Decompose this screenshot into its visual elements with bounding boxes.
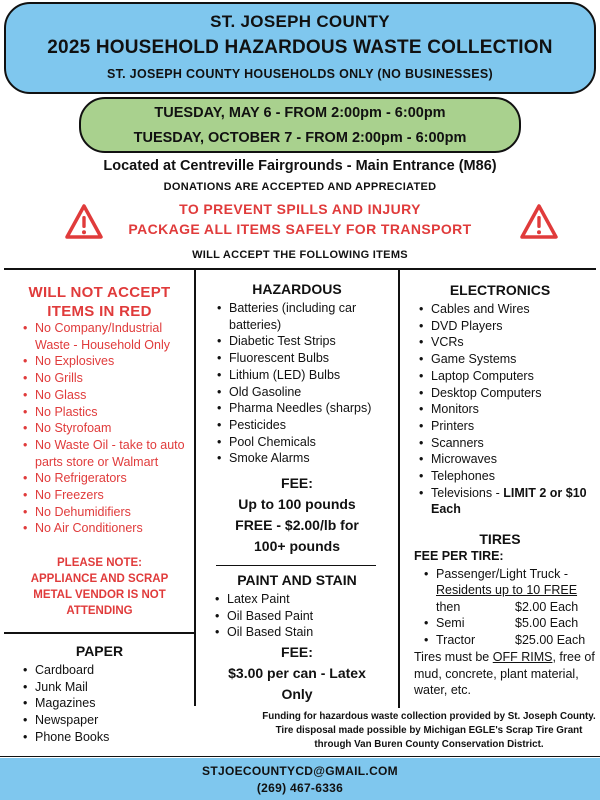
- list-item: • No Styrofoam: [22, 420, 194, 437]
- tire-semi-row: • Semi $5.00 Each: [424, 616, 579, 630]
- list-item: • DVD Players: [418, 318, 596, 335]
- list-item: • Game Systems: [418, 351, 596, 368]
- hazardous-title: HAZARDOUS: [252, 281, 342, 297]
- list-item: • Phone Books: [22, 729, 194, 746]
- footer-divider: [0, 756, 600, 757]
- list-item: • Microwaves: [418, 451, 596, 468]
- list-item: • Old Gasoline: [216, 384, 396, 401]
- paper-divider: [4, 632, 195, 634]
- tire-tractor-row: • Tractor $25.00 Each: [424, 632, 586, 647]
- hazardous-list: [216, 300, 396, 467]
- list-item: • Desktop Computers: [418, 385, 596, 402]
- list-item-televisions: • Televisions - LIMIT 2 or $10 Each: [418, 485, 596, 518]
- list-item: • Laptop Computers: [418, 368, 596, 385]
- list-item: • No Grills: [22, 370, 194, 387]
- list-item: • Pool Chemicals: [216, 434, 396, 451]
- not-accept-list: [22, 320, 194, 537]
- list-item: • No Dehumidifiers: [22, 504, 194, 521]
- warning-line-1: TO PREVENT SPILLS AND INJURY: [179, 201, 421, 217]
- tire-passenger: [423, 566, 599, 583]
- electronics-list: [418, 301, 596, 518]
- tire-rims-note: Tires must be OFF RIMS, free of mud, concrete, plant material, water, etc.: [414, 650, 595, 697]
- list-item: • Cardboard: [22, 662, 194, 679]
- list-item: • Monitors: [418, 401, 596, 418]
- date-october: TUESDAY, OCTOBER 7 - FROM 2:00pm - 6:00pm: [133, 130, 467, 146]
- list-item: • Fluorescent Bulbs: [216, 350, 396, 367]
- paint-divider: [216, 565, 376, 566]
- list-item: • No Company/Industrial Waste - Household Only: [22, 320, 194, 353]
- list-item: • Smoke Alarms: [216, 450, 396, 467]
- paper-list: [22, 662, 194, 746]
- list-item: • Batteries (including car batteries): [216, 300, 396, 333]
- accept-heading: WILL ACCEPT THE FOLLOWING ITEMS: [192, 249, 408, 261]
- tires-title: TIRES: [479, 531, 521, 547]
- list-item: • No Plastics: [22, 404, 194, 421]
- list-item: • Lithium (LED) Bulbs: [216, 367, 396, 384]
- paint-title: PAINT AND STAIN: [237, 572, 357, 588]
- list-item: • Pesticides: [216, 417, 396, 434]
- hazardous-fee: FEE: Up to 100 pounds FREE - $2.00/lb for 100+ pounds: [235, 475, 359, 554]
- list-item: • Telephones: [418, 468, 596, 485]
- list-item: • No Freezers: [22, 487, 194, 504]
- donations-text: DONATIONS ARE ACCEPTED AND APPRECIATED: [163, 181, 437, 193]
- list-item: • No Explosives: [22, 353, 194, 370]
- list-item: • Oil Based Paint: [214, 608, 396, 625]
- list-item: • Diabetic Test Strips: [216, 333, 396, 350]
- list-item: • Scanners: [418, 435, 596, 452]
- paint-list: [214, 591, 396, 641]
- list-item: • Latex Paint: [214, 591, 396, 608]
- list-item: • No Glass: [22, 387, 194, 404]
- list-item: • Newspaper: [22, 712, 194, 729]
- list-item: • Printers: [418, 418, 596, 435]
- warning-line-2: PACKAGE ALL ITEMS SAFELY FOR TRANSPORT: [128, 221, 472, 237]
- paint-fee: FEE: $3.00 per can - Latex Only: [228, 644, 366, 702]
- list-item: • Magazines: [22, 695, 194, 712]
- list-item: • VCRs: [418, 334, 596, 351]
- funding-note: Funding for hazardous waste collection provided by St. Joseph County. Tire disposal made possible by Michigan EGLE's Scrap Tire Grant through Van Buren County Conservation District.: [262, 711, 596, 750]
- list-item: • Cables and Wires: [418, 301, 596, 318]
- county-title: ST. JOSEPH COUNTY: [210, 12, 390, 31]
- not-accept-title: WILL NOT ACCEPT ITEMS IN RED: [28, 284, 171, 320]
- contact-phone[interactable]: (269) 467-6336: [256, 781, 344, 795]
- location-text: Located at Centreville Fairgrounds - Main Entrance (M86): [103, 158, 497, 174]
- header-banner: [4, 2, 596, 94]
- eligibility-line: ST. JOSEPH COUNTY HOUSEHOLDS ONLY (NO BUSINESSES): [106, 67, 494, 81]
- list-item: • Oil Based Stain: [214, 624, 396, 641]
- contact-email[interactable]: STJOECOUNTYCD@GMAIL.COM: [202, 764, 398, 778]
- list-item: • Passenger/Light Truck -: [423, 566, 599, 583]
- warning-triangle-icon: [519, 203, 559, 241]
- electronics-title: ELECTRONICS: [449, 282, 551, 298]
- column-divider-right: [398, 268, 400, 708]
- list-item: • No Air Conditioners: [22, 520, 194, 537]
- list-item: • Pharma Needles (sharps): [216, 400, 396, 417]
- list-item: • Junk Mail: [22, 679, 194, 696]
- tire-residents-row: Residents up to 10 FREE: [436, 583, 578, 597]
- date-may: TUESDAY, MAY 6 - FROM 2:00pm - 6:00pm: [154, 105, 446, 121]
- contact-footer: [0, 758, 600, 800]
- vendor-note: PLEASE NOTE: APPLIANCE AND SCRAP METAL VENDOR IS NOT ATTENDING: [30, 557, 169, 617]
- top-divider: [4, 268, 596, 270]
- tire-then-row: then $2.00 Each: [436, 599, 579, 614]
- dates-banner: [79, 97, 521, 153]
- tire-fee-label: FEE PER TIRE:: [414, 549, 504, 563]
- list-item: • No Refrigerators: [22, 470, 194, 487]
- tire-price-table: [423, 582, 599, 648]
- paper-title: PAPER: [75, 643, 124, 659]
- event-title: 2025 HOUSEHOLD HAZARDOUS WASTE COLLECTION: [47, 37, 553, 58]
- list-item: • No Waste Oil - take to auto parts store or Walmart: [22, 437, 194, 470]
